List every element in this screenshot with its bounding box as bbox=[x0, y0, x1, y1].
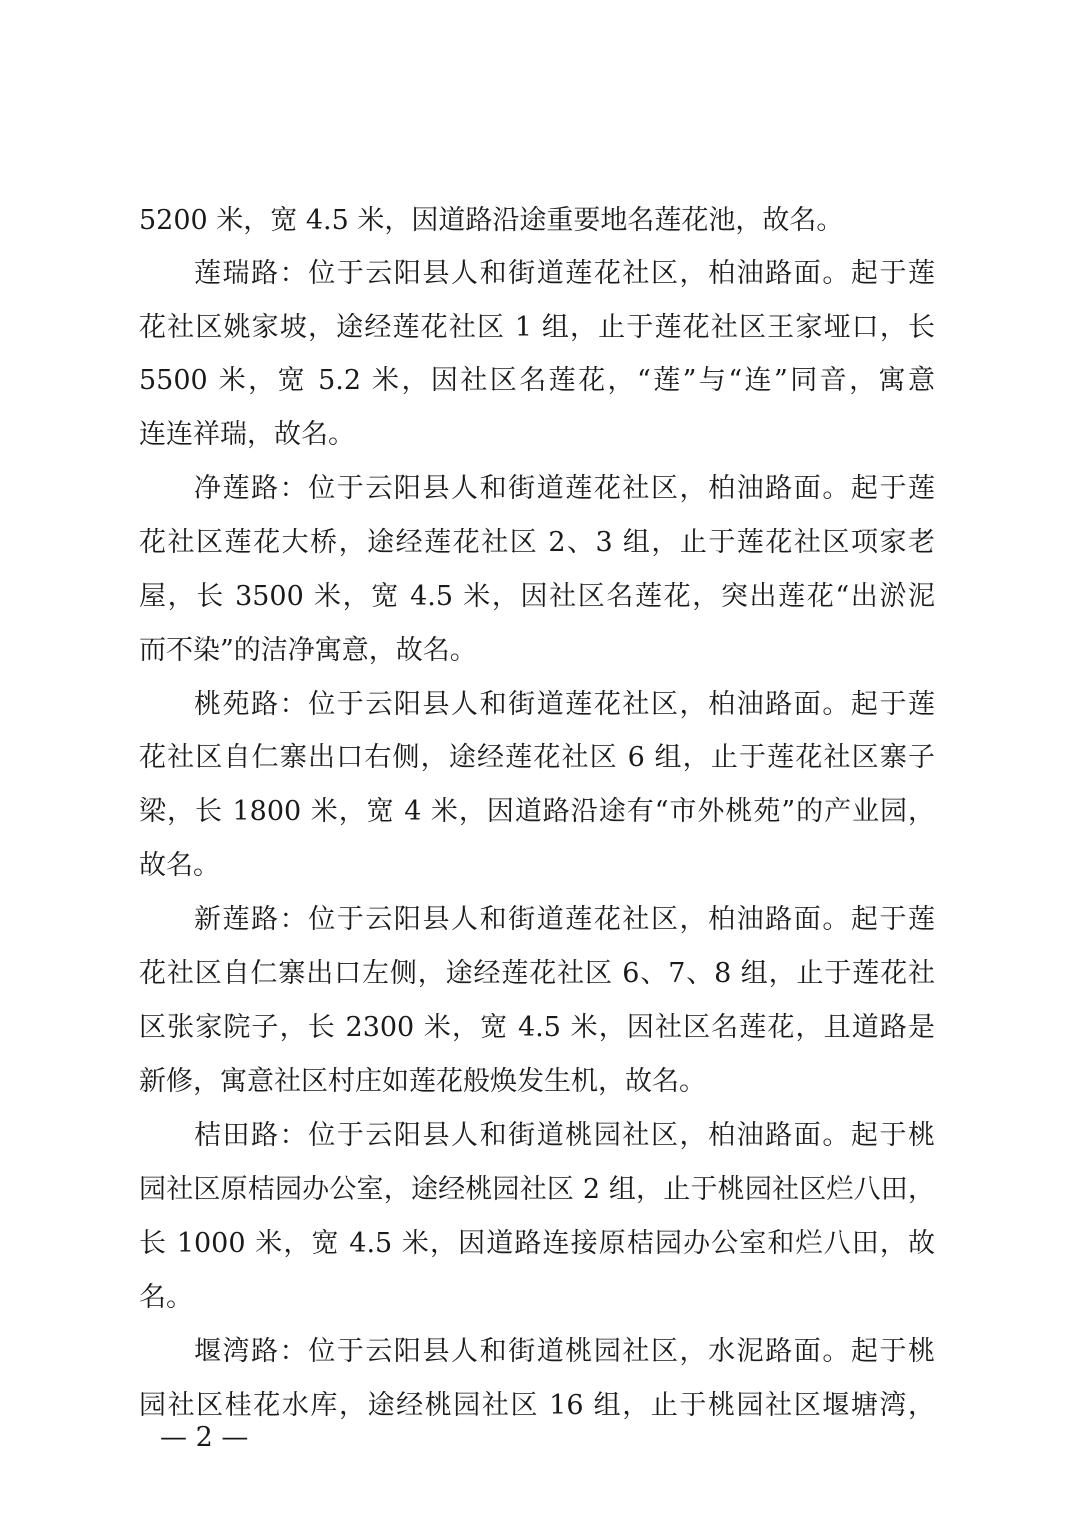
text-line: 而不染”的洁净寓意，故名。 bbox=[139, 635, 477, 666]
text-line: 园社区桂花水库，途经桃园社区 16 组，止于桃园社区堰塘湾， bbox=[139, 1390, 935, 1421]
text-line: 净莲路：位于云阳县人和街道莲花社区，柏油路面。起于莲 bbox=[194, 473, 935, 504]
text-line: 名。 bbox=[139, 1282, 193, 1313]
text-line: 花社区自仁寨出口左侧，途经莲花社区 6、7、8 组，止于莲花社 bbox=[139, 958, 935, 989]
text-line: 新修，寓意社区村庄如莲花般焕发生机，故名。 bbox=[139, 1066, 706, 1097]
text-line: 屋，长 3500 米，宽 4.5 米，因社区名莲花，突出莲花“出淤泥 bbox=[139, 581, 935, 612]
text-line: 花社区莲花大桥，途经莲花社区 2、3 组，止于莲花社区项家老 bbox=[139, 527, 935, 558]
text-line: 园社区原桔园办公室，途经桃园社区 2 组，止于桃园社区烂八田， bbox=[139, 1174, 935, 1205]
text-line: 连连祥瑞，故名。 bbox=[139, 419, 355, 450]
text-line: 莲瑞路：位于云阳县人和街道莲花社区，柏油路面。起于莲 bbox=[194, 258, 935, 289]
text-line: 堰湾路：位于云阳县人和街道桃园社区，水泥路面。起于桃 bbox=[194, 1336, 935, 1367]
text-line: 长 1000 米，宽 4.5 米，因道路连接原桔园办公室和烂八田，故 bbox=[139, 1228, 935, 1259]
text-line: 区张家院子，长 2300 米，宽 4.5 米，因社区名莲花，且道路是 bbox=[139, 1012, 935, 1043]
text-line: 桔田路：位于云阳县人和街道桃园社区，柏油路面。起于桃 bbox=[194, 1120, 935, 1151]
text-line: 梁，长 1800 米，宽 4 米，因道路沿途有“市外桃苑”的产业园， bbox=[139, 796, 935, 827]
text-line: 故名。 bbox=[139, 850, 220, 881]
text-line: 花社区自仁寨出口右侧，途经莲花社区 6 组，止于莲花社区寨子 bbox=[139, 742, 935, 773]
text-line: 5500 米，宽 5.2 米，因社区名莲花，“莲”与“连”同音，寓意 bbox=[139, 365, 935, 396]
text-line: 新莲路：位于云阳县人和街道莲花社区，柏油路面。起于莲 bbox=[194, 904, 935, 935]
text-line: 桃苑路：位于云阳县人和街道莲花社区，柏油路面。起于莲 bbox=[194, 689, 935, 720]
text-line: 5200 米，宽 4.5 米，因道路沿途重要地名莲花池，故名。 bbox=[139, 205, 844, 236]
page-number: — 2 — bbox=[160, 1422, 249, 1453]
text-line: 花社区姚家坡，途经莲花社区 1 组，止于莲花社区王家垭口，长 bbox=[139, 312, 935, 343]
